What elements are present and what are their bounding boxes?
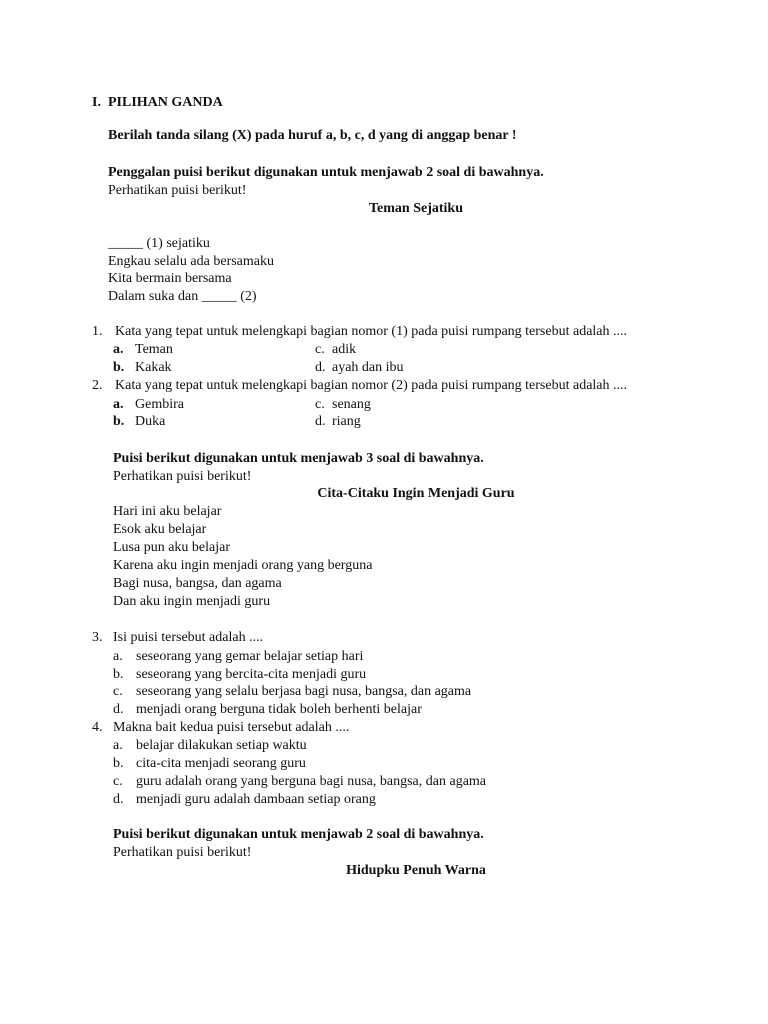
option-text[interactable]: riang [332, 414, 361, 429]
question-number: 3. [92, 630, 103, 645]
option-text[interactable]: Kakak [135, 360, 172, 375]
option-text[interactable]: adik [332, 342, 357, 357]
poem2-line: Esok aku belajar [113, 522, 207, 537]
option-letter[interactable]: d. [315, 414, 326, 429]
poem-title-1: Teman Sejatiku [368, 201, 463, 216]
poem-title-3: Hidupku Penuh Warna [346, 863, 486, 878]
option-letter[interactable]: c. [113, 684, 123, 699]
option-text[interactable]: Teman [135, 342, 173, 357]
option-letter[interactable]: d. [113, 792, 124, 807]
group2-prompt: Perhatikan puisi berikut! [113, 469, 252, 484]
option-text[interactable]: menjadi guru adalah dambaan setiap orang [136, 792, 376, 807]
section-title: PILIHAN GANDA [108, 95, 223, 110]
poem1-line: Dalam suka dan _____ (2) [108, 289, 257, 304]
option-text[interactable]: seseorang yang selalu berjasa bagi nusa, bangsa, dan agama [136, 684, 472, 699]
question-text: Makna bait kedua puisi tersebut adalah .... [113, 720, 350, 735]
question-text: Kata yang tepat untuk melengkapi bagian nomor (2) pada puisi rumpang tersebut adalah .... [115, 378, 628, 393]
option-text[interactable]: belajar dilakukan setiap waktu [136, 738, 307, 753]
option-letter[interactable]: b. [113, 667, 124, 682]
poem1-line: Engkau selalu ada bersamaku [108, 254, 274, 269]
option-text[interactable]: cita-cita menjadi seorang guru [136, 756, 306, 771]
poem1-line: _____ (1) sejatiku [108, 236, 210, 251]
option-letter[interactable]: a. [113, 649, 123, 664]
option-text[interactable]: senang [332, 397, 371, 412]
poem2-line: Bagi nusa, bangsa, dan agama [113, 576, 282, 591]
group1-intro: Penggalan puisi berikut digunakan untuk menjawab 2 soal di bawahnya. [108, 165, 544, 180]
option-letter[interactable]: d. [315, 360, 326, 375]
group3-intro: Puisi berikut digunakan untuk menjawab 2 soal di bawahnya. [113, 827, 484, 842]
option-text[interactable]: seseorang yang bercita-cita menjadi guru [136, 667, 367, 682]
option-text[interactable]: ayah dan ibu [332, 360, 404, 375]
question-number: 1. [92, 324, 103, 339]
poem2-line: Lusa pun aku belajar [113, 540, 231, 555]
option-text[interactable]: Duka [135, 414, 166, 429]
poem-title-2: Cita-Citaku Ingin Menjadi Guru [317, 486, 515, 501]
option-letter[interactable]: c. [315, 397, 325, 412]
option-text[interactable]: seseorang yang gemar belajar setiap hari [136, 649, 364, 664]
option-text[interactable]: guru adalah orang yang berguna bagi nusa, bangsa, dan agama [136, 774, 487, 789]
option-text[interactable]: menjadi orang berguna tidak boleh berhenti belajar [136, 702, 422, 717]
option-letter[interactable]: d. [113, 702, 124, 717]
question-number: 4. [92, 720, 103, 735]
option-letter[interactable]: b. [113, 360, 125, 375]
poem1-line: Kita bermain bersama [108, 271, 232, 286]
option-letter[interactable]: c. [315, 342, 325, 357]
question-text: Kata yang tepat untuk melengkapi bagian nomor (1) pada puisi rumpang tersebut adalah .... [115, 324, 628, 339]
option-letter[interactable]: b. [113, 756, 124, 771]
poem2-line: Karena aku ingin menjadi orang yang berguna [113, 558, 373, 573]
question-number: 2. [92, 378, 103, 393]
group3-prompt: Perhatikan puisi berikut! [113, 845, 252, 860]
option-letter[interactable]: c. [113, 774, 123, 789]
option-letter[interactable]: b. [113, 414, 125, 429]
instruction: Berilah tanda silang (X) pada huruf a, b, c, d yang di anggap benar ! [108, 128, 517, 143]
question-text: Isi puisi tersebut adalah .... [113, 630, 264, 645]
group1-prompt: Perhatikan puisi berikut! [108, 183, 247, 198]
group2-intro: Puisi berikut digunakan untuk menjawab 3 soal di bawahnya. [113, 451, 484, 466]
section-number: I. [92, 95, 101, 110]
option-letter[interactable]: a. [113, 342, 124, 357]
option-letter[interactable]: a. [113, 397, 124, 412]
poem2-line: Dan aku ingin menjadi guru [113, 594, 271, 609]
option-text[interactable]: Gembira [135, 397, 184, 412]
option-letter[interactable]: a. [113, 738, 123, 753]
poem2-line: Hari ini aku belajar [113, 504, 222, 519]
